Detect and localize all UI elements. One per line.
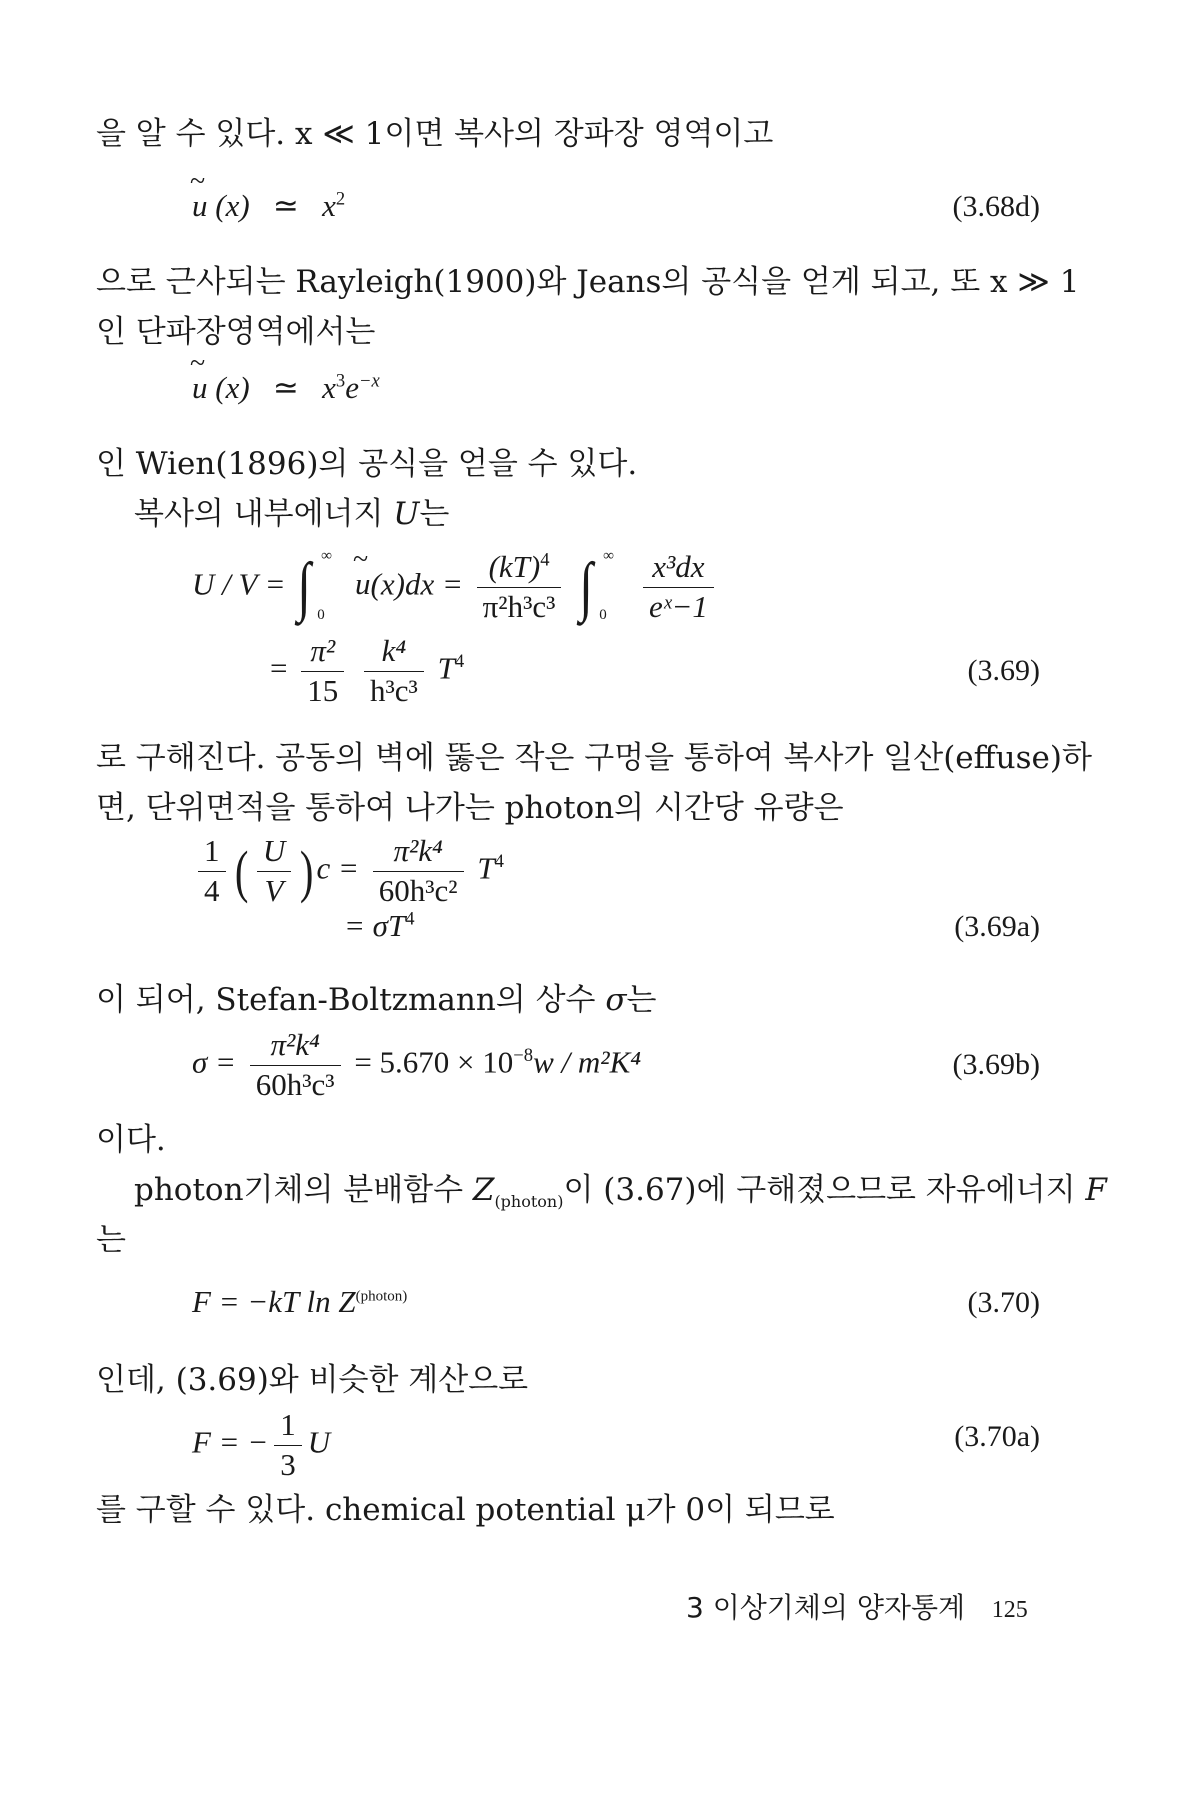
fraction — [274, 1406, 302, 1485]
paragraph-text: 는 — [419, 496, 450, 532]
fraction-denominator: eˣ−1 — [648, 588, 708, 624]
equation-3-70a — [192, 1406, 330, 1485]
eq-argument: (x) — [215, 188, 250, 223]
equation-number: (3.69b) — [952, 1048, 1040, 1081]
eq-symbol: T — [477, 850, 495, 886]
eq-relation: ≃ — [272, 188, 299, 223]
paragraph-text: 이다. — [96, 1122, 166, 1158]
fraction — [373, 832, 464, 911]
page-number: 125 — [991, 1597, 1028, 1623]
eq-symbol: ~ u — [192, 188, 208, 224]
paragraph-text: 를 구할 수 있다. chemical potential μ가 0이 되므로 — [96, 1492, 835, 1528]
eq-rhs: x — [322, 370, 336, 405]
eq-relation: ≃ — [272, 370, 299, 405]
fraction-numerator: (kT) — [488, 549, 541, 584]
eq-rhs: e — [345, 370, 359, 405]
math-symbol: σ — [605, 982, 627, 1018]
fraction-numerator: π²k⁴ — [250, 1026, 341, 1066]
paragraph-text: 인데, (3.69)와 비슷한 계산으로 — [96, 1362, 529, 1398]
fraction-numerator: k⁴ — [364, 632, 424, 672]
math-symbol: F — [1085, 1172, 1107, 1208]
fraction-numerator: 1 — [198, 832, 226, 872]
eq-exponent: 2 — [335, 188, 346, 210]
fraction — [643, 548, 714, 627]
fraction-denominator: 60h³c³ — [255, 1066, 335, 1102]
running-footer — [686, 1586, 1028, 1626]
fraction — [364, 632, 424, 711]
fraction-numerator: U — [257, 832, 291, 872]
fraction-denominator: 60h³c² — [378, 872, 458, 908]
text-line — [96, 1214, 126, 1259]
fraction: $\frac{(kT)^4}{\text{π²h³c³}}$ — [477, 548, 562, 627]
text-line — [96, 1114, 166, 1159]
paragraph-text: 는 — [626, 982, 657, 1018]
equation-3-69b — [192, 1026, 641, 1105]
text-line — [96, 108, 773, 153]
equation-3-68d — [192, 188, 345, 224]
fraction-numerator: π² — [301, 632, 344, 672]
left-paren: ( — [234, 838, 248, 904]
eq-rhs: x — [322, 188, 336, 223]
paragraph-text: 면, 단위면적을 통하여 나가는 photon의 시간당 유량은 — [96, 790, 844, 826]
text-line — [96, 438, 637, 483]
right-paren: ) — [300, 838, 314, 904]
equation-number: (3.70) — [967, 1286, 1040, 1319]
paragraph-text: 인 Wien(1896)의 공식을 얻을 수 있다. — [96, 446, 638, 482]
text-line — [96, 782, 844, 827]
integral-sign: ∫ — [297, 550, 312, 624]
eq-lhs: U / V = — [192, 566, 286, 602]
text-line — [96, 732, 1092, 777]
equation-number: (3.69) — [967, 654, 1040, 687]
fraction-denominator: π²h³c³ — [482, 588, 556, 624]
eq-lhs: F = − — [192, 1424, 269, 1460]
eq-superscript: (photon) — [355, 1288, 408, 1305]
paragraph-text: photon기체의 분배함수 — [134, 1172, 473, 1208]
text-line — [96, 1354, 528, 1399]
eq-symbol: T — [437, 650, 455, 686]
integral-limits: ∞ 0 — [599, 548, 614, 624]
math-symbol: Z — [472, 1172, 495, 1208]
eq-exponent: 4 — [494, 851, 504, 873]
text-line — [134, 1164, 1107, 1212]
eq-body: F = −kT ln Z — [192, 1284, 356, 1319]
equation-3-69 — [192, 548, 720, 627]
paragraph-text: 복사의 내부에너지 — [134, 496, 394, 532]
text-line — [134, 488, 449, 533]
integral-sign: ∫ — [579, 550, 594, 624]
paragraph-text: 로 구해진다. 공동의 벽에 뚫은 작은 구멍을 통하여 복사가 일산(effuse)하 — [96, 740, 1092, 776]
equation-3-70 — [192, 1284, 407, 1320]
equation-number: (3.69a) — [954, 910, 1040, 943]
fraction-numerator: π²k⁴ — [373, 832, 464, 872]
fraction-denominator: 15 — [307, 672, 339, 708]
equation-3-69a — [192, 832, 504, 911]
equation-number: (3.68d) — [952, 190, 1040, 223]
eq-integrand: (x)dx = — [370, 566, 463, 602]
eq-exponent: −x — [358, 370, 380, 392]
fraction — [198, 832, 226, 911]
chapter-title: 3 이상기체의 양자통계 — [686, 1591, 966, 1624]
fraction-denominator: V — [264, 872, 284, 908]
equation-3-69a-line2 — [344, 908, 415, 944]
eq-rhs: = 5.670 × 10 — [354, 1044, 514, 1080]
integral-limits: ∞ 0 — [317, 548, 332, 624]
equation-3-69-line2 — [270, 632, 464, 711]
eq-symbol: ~ u — [192, 370, 208, 406]
eq-rhs: = σT — [344, 908, 406, 943]
fraction — [257, 832, 291, 911]
eq-relation: = — [270, 650, 288, 686]
eq-rhs: U — [307, 1424, 331, 1460]
fraction-denominator: 4 — [204, 872, 220, 908]
paragraph-text: 이 (3.67)에 구해졌으므로 자유에너지 — [563, 1172, 1086, 1208]
eq-symbol: c = — [316, 850, 359, 886]
paragraph-text: 인 단파장영역에서는 — [96, 314, 376, 350]
text-line — [96, 306, 375, 351]
eq-exponent: −8 — [513, 1045, 534, 1067]
fraction-numerator: 1 — [274, 1406, 302, 1446]
text-line — [96, 1484, 835, 1529]
fraction-denominator: h³c³ — [369, 672, 418, 708]
eq-argument: (x) — [215, 370, 250, 405]
paragraph-text: 으로 근사되는 Rayleigh(1900)와 Jeans의 공식을 얻게 되고, 또 x ≫ 1 — [96, 264, 1080, 300]
eq-exponent: 4 — [405, 908, 415, 930]
text-line — [96, 256, 1079, 301]
fraction-numerator: x³dx — [643, 548, 714, 588]
math-symbol: U — [393, 496, 420, 532]
fraction-denominator: 3 — [280, 1446, 296, 1482]
equation-wien — [192, 370, 380, 406]
text-line — [96, 974, 656, 1019]
paragraph-text: 는 — [96, 1222, 126, 1258]
math-subscript: (photon) — [494, 1192, 564, 1212]
equation-number: (3.70a) — [954, 1420, 1040, 1453]
eq-exponent: 3 — [335, 370, 346, 392]
eq-symbol: ~ u — [355, 566, 371, 602]
fraction — [301, 632, 344, 711]
paragraph-text: 을 알 수 있다. x ≪ 1이면 복사의 장파장 영역이고 — [96, 116, 774, 152]
eq-lhs: σ = — [192, 1044, 236, 1080]
eq-exponent: 4 — [454, 651, 465, 673]
eq-units: w / m²K⁴ — [533, 1044, 642, 1080]
paragraph-text: 이 되어, Stefan-Boltzmann의 상수 — [96, 982, 606, 1018]
fraction — [250, 1026, 341, 1105]
